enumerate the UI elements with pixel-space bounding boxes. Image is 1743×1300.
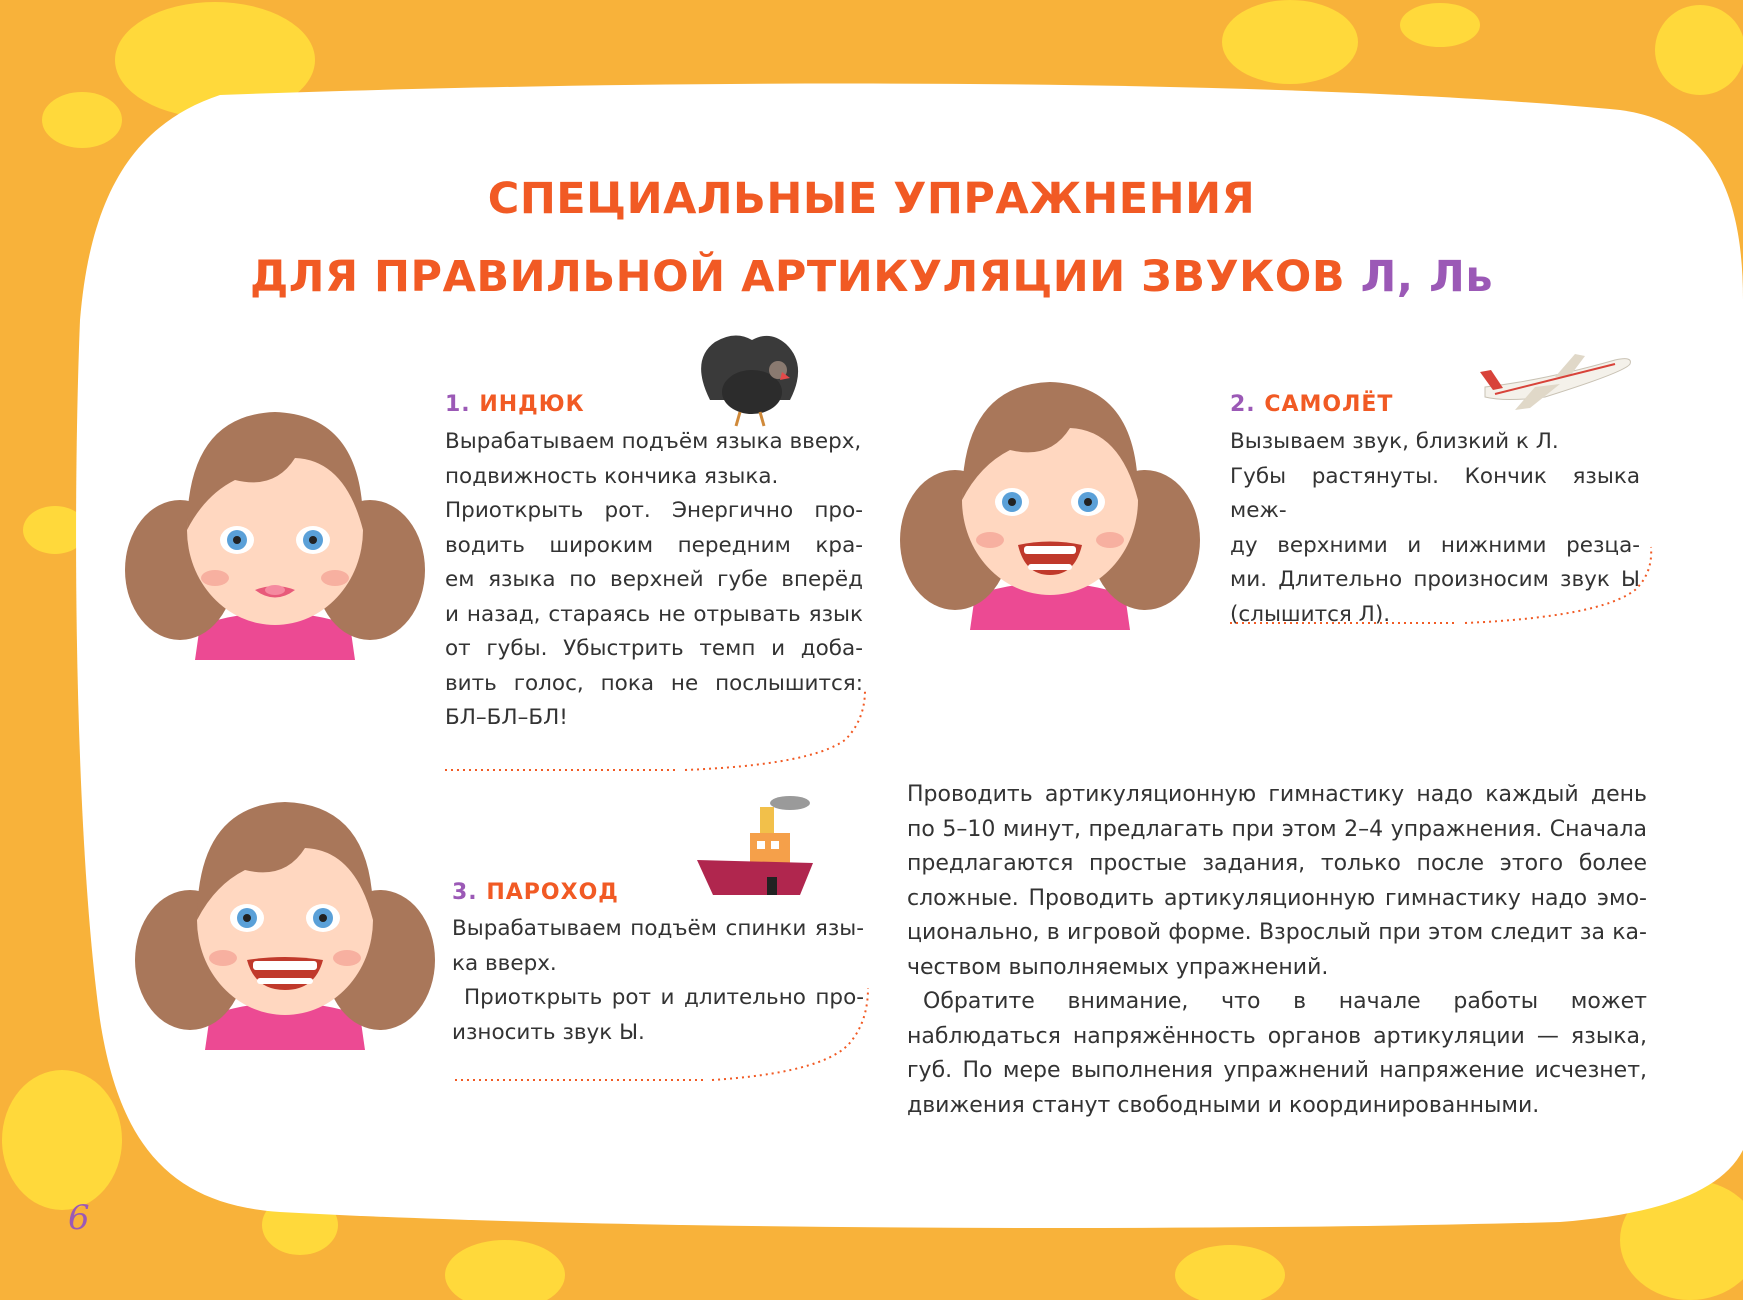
title-line-1: СПЕЦИАЛЬНЫЕ УПРАЖНЕНИЯ — [487, 174, 1256, 224]
main-text — [907, 778, 1647, 1123]
main-paragraph-1: Проводить артикуляционную гимнастику надо каждый день по 5–10 минут, предлагать при этом 2–4 упражнения. Сначала предлагаются простые задания, только после этого более сложные. Проводить артикуляционную гимнастику надо эмоционально, в игровой форме. Взрослый при этом следит за качеством выполняемых упражнений. — [907, 782, 1647, 980]
dotted-divider-3 — [450, 985, 870, 1085]
steamboat-icon — [695, 795, 815, 905]
girl-face-1 — [125, 400, 425, 660]
main-paragraph-2: Обратите внимание, что в начале работы может наблюдаться напряжённость органов артикуляции — языка, губ. По мере выполнения упражнений напряжение исчезнет, движения станут свободными и координированными. — [907, 989, 1647, 1118]
title-line-2: ДЛЯ ПРАВИЛЬНОЙ АРТИКУЛЯЦИИ ЗВУКОВ — [249, 252, 1361, 302]
exercise-heading-3: 3. ПАРОХОД — [452, 880, 619, 905]
girl-face-3 — [135, 790, 435, 1050]
exercise-text-2: Вызываем звук, близкий к Л. Губы растянуты. Кончик языка меж- ду верхними и нижними резца- ми. Длительно произносим звук Ы (слышится Л). — [1230, 429, 1640, 627]
dotted-divider-1 — [440, 685, 870, 785]
dotted-divider-2 — [1225, 545, 1655, 635]
exercise-text-3: Вырабатываем подъём спинки язы- ка вверх. Приоткрыть рот и длительно про- износить звук Ы. — [452, 916, 864, 1045]
exercise-heading-1: 1. ИНДЮК — [445, 392, 585, 417]
exercise-heading-2: 2. САМОЛЁТ — [1230, 392, 1394, 417]
title-letters: Л, Ль — [1360, 252, 1494, 302]
girl-face-2 — [900, 370, 1200, 630]
airplane-icon — [1475, 342, 1635, 412]
page-number: 6 — [68, 1198, 90, 1238]
page-title — [0, 160, 1743, 316]
turkey-icon — [690, 330, 810, 430]
exercise-text-1: Вырабатываем подъём языка вверх, подвижность кончика языка. Приоткрыть рот. Энергично про- водить широким передним кра- ем языка по верхней губе вперёд и назад, стараясь не отрывать язык от губы. Убыстрить темп и доба- вить голос, пока не послышится: БЛ–БЛ–БЛ! — [445, 429, 863, 730]
